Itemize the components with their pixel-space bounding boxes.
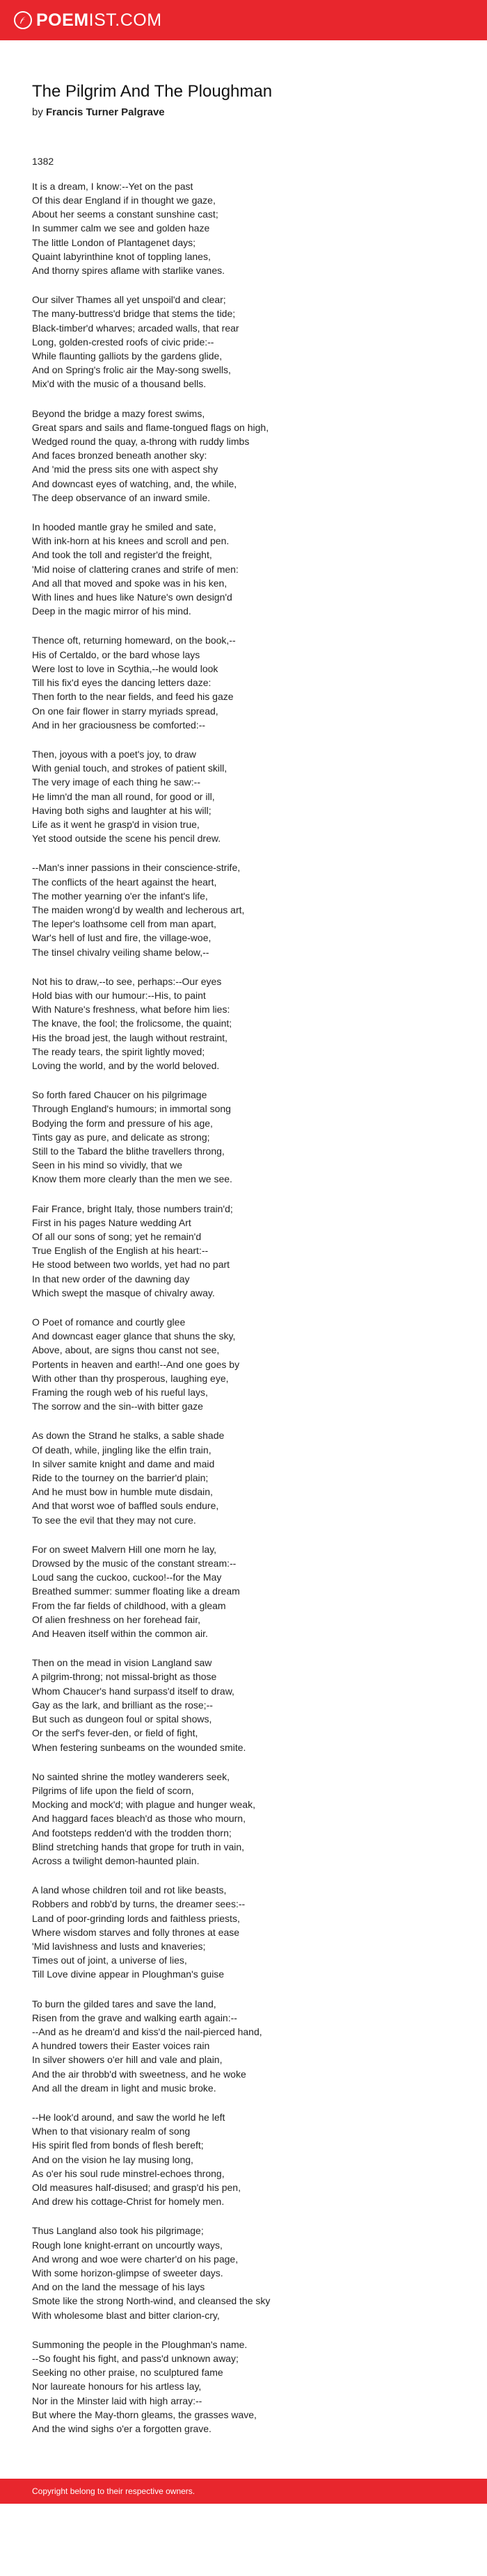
- poem-line: His spirit fled from bonds of flesh bereft;: [32, 2139, 204, 2151]
- poem-line: War's hell of lust and fire, the village-woe,: [32, 932, 211, 944]
- poem-line: Mix'd with the music of a thousand bells.: [32, 378, 207, 390]
- poem-line: And in her graciousness be comforted:--: [32, 719, 206, 731]
- stanza: [32, 2110, 455, 2208]
- poem-line: In silver samite knight and dame and maid: [32, 1458, 215, 1469]
- stanza: [32, 293, 455, 391]
- byline: [32, 106, 455, 118]
- poem-line: And footsteps redden'd with the trodden thorn;: [32, 1827, 232, 1839]
- poem-line: Ride to the tourney on the barrier'd plain;: [32, 1472, 209, 1484]
- stanza: [32, 1997, 455, 2095]
- stanza: [32, 520, 455, 618]
- poem-article: [0, 40, 487, 2479]
- poem-line: Of alien freshness on her forehead fair,: [32, 1613, 201, 1625]
- poem-line: Not his to draw,--to see, perhaps:--Our eyes: [32, 975, 222, 987]
- site-logo[interactable]: [14, 11, 162, 29]
- site-header: [0, 0, 487, 40]
- poem-line: Nor in the Minster laid with high array:--: [32, 2395, 202, 2406]
- poem-line: Beyond the bridge a mazy forest swims,: [32, 407, 205, 419]
- poem-line: And all the dream in light and music broke.: [32, 2082, 216, 2094]
- poem-line: Having both sighs and laughter at his will;: [32, 804, 211, 816]
- poem-line: While flaunting galliots by the gardens glide,: [32, 350, 223, 362]
- poem-line: --And as he dream'd and kiss'd the nail-pierced hand,: [32, 2025, 262, 2037]
- poem-line: And wrong and woe were charter'd on his page,: [32, 2253, 239, 2265]
- poem-line: The conflicts of the heart against the heart,: [32, 876, 217, 888]
- poem-line: Were lost to love in Scythia,--he would look: [32, 662, 218, 674]
- stanza: [32, 2224, 455, 2322]
- poem-line: And Heaven itself within the common air.: [32, 1628, 208, 1640]
- poem-line: The tinsel chivalry veiling shame below,--: [32, 946, 209, 958]
- poem-line: The mother yearning o'er the infant's life,: [32, 890, 208, 902]
- poem-line: And downcast eager glance that shuns the sky,: [32, 1330, 236, 1342]
- poem-line: And drew his cottage-Christ for homely men.: [32, 2196, 225, 2208]
- poem-line: Portents in heaven and earth!--And one goes by: [32, 1358, 240, 1370]
- stanza: [32, 861, 455, 959]
- poem-line: Wedged round the quay, a-throng with ruddy limbs: [32, 436, 250, 448]
- poem-line: Thus Langland also took his pilgrimage;: [32, 2225, 204, 2237]
- poem-body: [32, 179, 455, 2436]
- poem-line: And the air throbb'd with sweetness, and he woke: [32, 2068, 246, 2080]
- quill-icon: [14, 11, 32, 29]
- poem-line: Blind stretching hands that grope for truth in vain,: [32, 1841, 245, 1852]
- poem-line: Or the serf's fever-den, or field of fight,: [32, 1727, 198, 1739]
- poem-title: The Pilgrim And The Ploughman: [32, 82, 273, 101]
- poem-line: The very image of each thing he saw:--: [32, 776, 201, 788]
- poem-line: The ready tears, the spirit lightly moved;: [32, 1045, 205, 1057]
- poem-line: But where the May-thorn gleams, the grasses wave,: [32, 2408, 257, 2420]
- poem-line: Summoning the people in the Ploughman's name.: [32, 2338, 248, 2350]
- poem-line: He limn'd the man all round, for good or ill,: [32, 790, 215, 802]
- poem-line: Smote like the strong North-wind, and cleansed the sky: [32, 2295, 271, 2307]
- stanza: [32, 1770, 455, 1868]
- stanza: [32, 975, 455, 1073]
- poem-line: With other than thy prosperous, laughing eye,: [32, 1372, 229, 1384]
- poem-line: To burn the gilded tares and save the land,: [32, 1998, 216, 2010]
- poem-line: And on Spring's frolic air the May-song swells,: [32, 364, 231, 376]
- poem-line: In that new order of the dawning day: [32, 1273, 190, 1285]
- stanza: [32, 1883, 455, 1981]
- poem-line: Loud sang the cuckoo, cuckoo!--for the May: [32, 1572, 222, 1583]
- poem-line: A hundred towers their Easter voices rain: [32, 2040, 210, 2052]
- poem-line: Then forth to the near fields, and feed his gaze: [32, 691, 234, 703]
- poem-line: And downcast eyes of watching, and, the while,: [32, 478, 237, 489]
- poem-line: --Man's inner passions in their conscience-strife,: [32, 862, 241, 874]
- poem-line: As o'er his soul rude minstrel-echoes throng,: [32, 2167, 225, 2179]
- poem-line: Till Love divine appear in Ploughman's guise: [32, 1968, 225, 1980]
- poem-line: So forth fared Chaucer on his pilgrimage: [32, 1089, 207, 1101]
- poem-line: In silver showers o'er hill and vale and plain,: [32, 2054, 223, 2066]
- poem-line: With wholesome blast and bitter clarion-cry,: [32, 2309, 220, 2321]
- poem-line: A land whose children toil and rot like beasts,: [32, 1884, 227, 1896]
- stanza: [32, 1656, 455, 1754]
- author-link[interactable]: Francis Turner Palgrave: [46, 106, 165, 118]
- stanza: [32, 1202, 455, 1300]
- poem-line: The little London of Plantagenet days;: [32, 236, 196, 248]
- poem-line: Our silver Thames all yet unspoil'd and clear;: [32, 294, 226, 306]
- copyright-text: Copyright belong to their respective owners.: [32, 2486, 195, 2497]
- poem-line: About her seems a constant sunshine cast;: [32, 209, 218, 220]
- stanza: [32, 179, 455, 277]
- poem-line: His the broad jest, the laugh without restraint,: [32, 1032, 227, 1043]
- poem-line: Which swept the masque of chivalry away.: [32, 1287, 215, 1298]
- poem-line: With genial touch, and strokes of patient skill,: [32, 763, 227, 774]
- stanza: [32, 633, 455, 731]
- stanza: [32, 1088, 455, 1186]
- poem-line: On one fair flower in starry myriads spread,: [32, 705, 218, 717]
- poem-line: No sainted shrine the motley wanderers seek,: [32, 1770, 230, 1782]
- poem-line: His of Certaldo, or the bard whose lays: [32, 649, 200, 660]
- poem-line: Fair France, bright Italy, those numbers train'd;: [32, 1203, 233, 1214]
- poem-line: Till his fix'd eyes the dancing letters daze:: [32, 677, 211, 689]
- logo-wordmark: [36, 12, 162, 29]
- stanza: [32, 1315, 455, 1413]
- poem-line: When festering sunbeams on the wounded smite.: [32, 1741, 246, 1753]
- poem-line: Of all our sons of song; yet he remain'd: [32, 1231, 202, 1242]
- poem-line: Hold bias with our humour:--His, to paint: [32, 989, 206, 1001]
- poem-line: And on the land the message of his lays: [32, 2281, 205, 2293]
- poem-line: Of death, while, jingling like the elfin train,: [32, 1444, 211, 1456]
- poem-line: And that worst woe of baffled souls endure,: [32, 1500, 219, 1512]
- poem-line: Gay as the lark, and brilliant as the rose;--: [32, 1699, 213, 1711]
- poem-line: Life as it went he grasp'd in vision true,: [32, 818, 200, 830]
- poem-line: A pilgrim-throng; not missal-bright as those: [32, 1671, 217, 1683]
- byline-prefix: by: [32, 106, 43, 118]
- poem-line: As down the Strand he stalks, a sable shade: [32, 1430, 225, 1442]
- poem-line: And thorny spires aflame with starlike vanes.: [32, 265, 225, 277]
- poem-line: Great spars and sails and flame-tongued flags on high,: [32, 421, 269, 433]
- poem-line: And took the toll and register'd the freight,: [32, 549, 212, 561]
- poem-line: Still to the Tabard the blithe travellers throng,: [32, 1145, 225, 1157]
- poem-line: Above, about, are signs thou canst not see,: [32, 1344, 220, 1356]
- poem-line: Yet stood outside the scene his pencil drew.: [32, 833, 221, 845]
- poem-line: Old measures half-disused; and grasp'd his pen,: [32, 2181, 241, 2193]
- poem-line: Land of poor-grinding lords and faithless priests,: [32, 1912, 240, 1924]
- stanza: [32, 747, 455, 845]
- poem-line: The sorrow and the sin--with bitter gaze: [32, 1401, 203, 1412]
- poem-line: O Poet of romance and courtly glee: [32, 1316, 186, 1328]
- poem-line: Thence oft, returning homeward, on the book,--: [32, 635, 236, 646]
- poem-line: Tints gay as pure, and delicate as strong;: [32, 1131, 210, 1143]
- logo-text-bold: POEM: [36, 10, 89, 30]
- poem-line: He stood between two worlds, yet had no part: [32, 1259, 230, 1271]
- poem-line: For on sweet Malvern Hill one morn he lay,: [32, 1543, 217, 1555]
- poem-line: The knave, the fool; the frolicsome, the quaint;: [32, 1018, 232, 1029]
- poem-line: Deep in the magic mirror of his mind.: [32, 605, 191, 617]
- poem-line: 'Mid lavishness and lusts and knaveries;: [32, 1940, 206, 1952]
- poem-line: Times out of joint, a universe of lies,: [32, 1955, 187, 1966]
- poem-line: First in his pages Nature wedding Art: [32, 1216, 191, 1228]
- poem-line: Robbers and robb'd by turns, the dreamer sees:--: [32, 1898, 246, 1910]
- site-footer: [0, 2479, 487, 2504]
- stanza: [32, 407, 455, 505]
- poem-line: Know them more clearly than the men we see.: [32, 1173, 232, 1185]
- poem-line: And faces bronzed beneath another sky:: [32, 450, 207, 462]
- poem-line: Then, joyous with a poet's joy, to draw: [32, 748, 196, 760]
- poem-line: --He look'd around, and saw the world he left: [32, 2111, 225, 2123]
- poem-line: Pilgrims of life upon the field of scorn,: [32, 1784, 194, 1796]
- poem-line: And all that moved and spoke was in his ken,: [32, 577, 227, 589]
- poem-line: The many-buttress'd bridge that stems the tide;: [32, 308, 236, 320]
- poem-line: And the wind sighs o'er a forgotten grave.: [32, 2423, 211, 2435]
- poem-line: Through England's humours; in immortal song: [32, 1103, 231, 1115]
- poem-line: Framing the rough web of his rueful lays,: [32, 1387, 208, 1399]
- stanza: [32, 1542, 455, 1640]
- logo-text-light: IST.COM: [88, 10, 162, 30]
- poem-line: Nor laureate honours for his artless lay,: [32, 2381, 202, 2392]
- poem-line: Across a twilight demon-haunted plain.: [32, 1854, 200, 1866]
- poem-line: And on the vision he lay musing long,: [32, 2153, 193, 2165]
- poem-line: Quaint labyrinthine knot of toppling lanes,: [32, 250, 211, 262]
- poem-line: But such as dungeon foul or spital shows,: [32, 1713, 212, 1725]
- poem-line: Of this dear England if in thought we gaze,: [32, 195, 216, 206]
- poem-line: Drowsed by the music of the constant stream:--: [32, 1558, 237, 1570]
- poem-line: 'Mid noise of clattering cranes and strife of men:: [32, 563, 239, 575]
- poem-line: Bodying the form and pressure of his age,: [32, 1117, 213, 1129]
- poem-line: And he must bow in humble mute disdain,: [32, 1486, 213, 1498]
- poem-line: It is a dream, I know:--Yet on the past: [32, 180, 193, 192]
- poem-line: From the far fields of childhood, with a gleam: [32, 1599, 226, 1611]
- poem-line: Risen from the grave and walking earth again:--: [32, 2012, 237, 2023]
- poem-line: Where wisdom starves and folly thrones at ease: [32, 1926, 240, 1938]
- poem-line: True English of the English at his heart:--: [32, 1245, 209, 1257]
- poem-line: With ink-horn at his knees and scroll and pen.: [32, 535, 230, 547]
- poem-line: When to that visionary realm of song: [32, 2126, 191, 2137]
- poem-line: Whom Chaucer's hand surpass'd itself to draw,: [32, 1685, 234, 1697]
- poem-line: Breathed summer: summer floating like a dream: [32, 1585, 240, 1597]
- poem-line: The maiden wrong'd by wealth and lecherous art,: [32, 904, 245, 915]
- poem-line: Black-timber'd wharves; arcaded walls, that rear: [32, 322, 239, 334]
- poem-line: Long, golden-crested roofs of civic pride:--: [32, 336, 214, 348]
- stanza: [32, 2338, 455, 2436]
- poem-line: --So fought his fight, and pass'd unknown away;: [32, 2353, 239, 2365]
- poem-line: And 'mid the press sits one with aspect shy: [32, 464, 218, 475]
- poem-line: Seen in his mind so vividly, that we: [32, 1159, 183, 1171]
- poem-line: With Nature's freshness, what before him lies:: [32, 1004, 230, 1016]
- poem-line: And haggard faces bleach'd as those who mourn,: [32, 1813, 246, 1825]
- poem-line: The leper's loathsome cell from man apart,: [32, 918, 216, 930]
- poem-line: Rough lone knight-errant on uncourtly ways,: [32, 2239, 223, 2251]
- poem-line: Seeking no other praise, no sculptured fame: [32, 2367, 223, 2379]
- stanza: [32, 1428, 455, 1526]
- poem-line: With lines and hues like Nature's own design'd: [32, 592, 232, 603]
- poem-line: In hooded mantle gray he smiled and sate,: [32, 521, 216, 533]
- poem-line: With some horizon-glimpse of sweeter days.: [32, 2267, 223, 2279]
- poem-line: In summer calm we see and golden haze: [32, 222, 210, 234]
- poem-line: Then on the mead in vision Langland saw: [32, 1657, 212, 1669]
- poem-date: 1382: [32, 155, 54, 167]
- poem-line: Loving the world, and by the world beloved.: [32, 1059, 220, 1071]
- poem-line: The deep observance of an inward smile.: [32, 491, 211, 503]
- poem-line: Mocking and mock'd; with plague and hunger weak,: [32, 1799, 255, 1811]
- poem-line: To see the evil that they may not cure.: [32, 1514, 196, 1526]
